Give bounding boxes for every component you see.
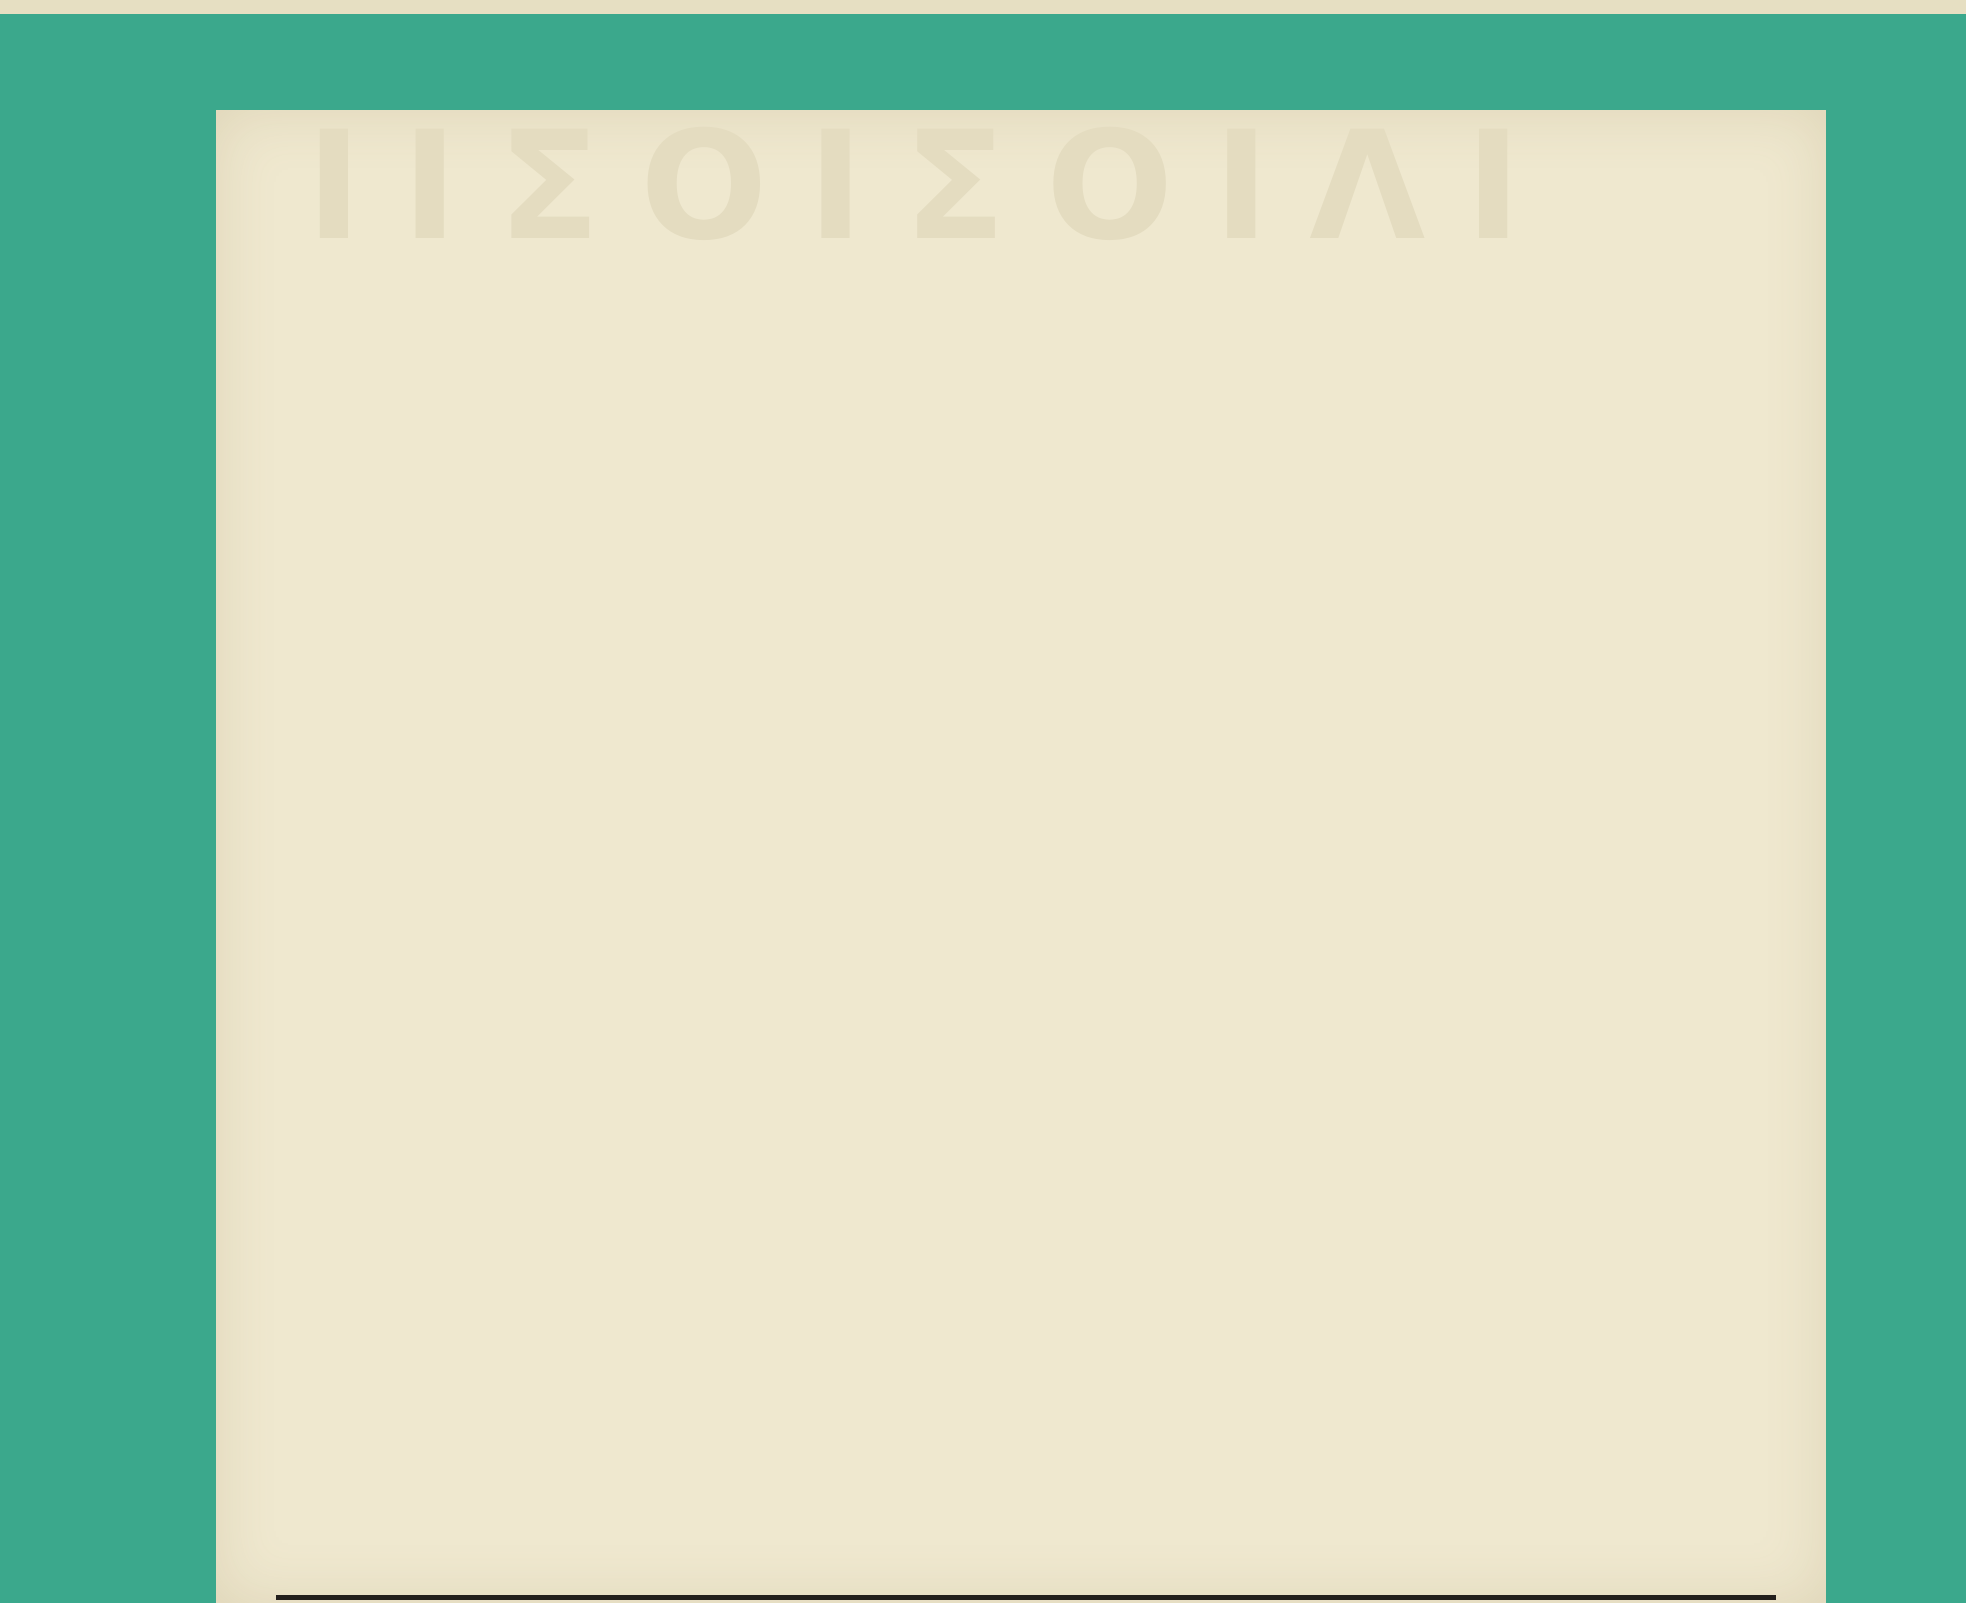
pattern-envelope-panel xyxy=(216,100,1826,1603)
show-through-print: ΙΙΣΟΙΣΟΙΛΙ xyxy=(306,100,1562,274)
top-paper-strip xyxy=(0,0,1966,14)
bottom-rule xyxy=(276,1595,1776,1600)
